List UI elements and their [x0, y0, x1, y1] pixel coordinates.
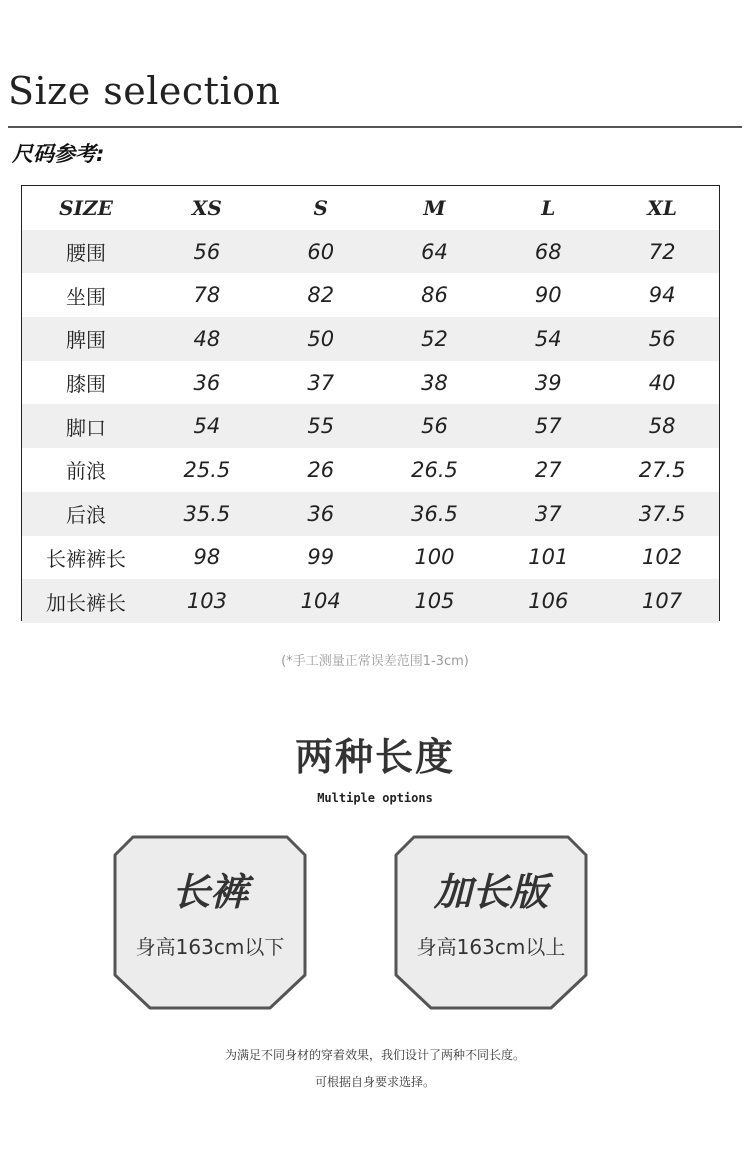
- table-cell: 94: [648, 283, 676, 308]
- option-badge-regular: [113, 835, 307, 1010]
- table-cell: 78: [193, 283, 221, 308]
- page-title: Size selection: [8, 69, 281, 113]
- size-reference-label: 尺码参考:: [12, 142, 105, 166]
- table-cell: 40: [648, 370, 676, 395]
- table-cell: 35.5: [150, 492, 264, 536]
- row-label: 膝围: [66, 372, 106, 397]
- size-table-header-row: [22, 186, 719, 230]
- table-cell: 100: [414, 545, 455, 570]
- options-heading: 两种长度: [294, 735, 455, 779]
- table-cell: 37: [491, 492, 605, 536]
- table-cell: 98: [193, 545, 221, 570]
- table-cell: 36.5: [378, 492, 492, 536]
- table-cell: 56: [378, 404, 492, 448]
- row-label: 脾围: [22, 317, 150, 361]
- row-label: 前浪: [66, 459, 106, 484]
- table-cell: 38: [421, 370, 448, 395]
- table-row: [22, 448, 719, 492]
- title-divider: [8, 126, 742, 128]
- header-cell-size: SIZE: [59, 195, 113, 220]
- header-cell-xs: XS: [191, 195, 222, 220]
- measurement-note: (*手工测量正常误差范围1-3cm): [281, 654, 469, 669]
- badge-shape: [394, 835, 588, 1010]
- option-title-regular: 长裤: [171, 870, 248, 914]
- table-cell: 90: [534, 283, 562, 308]
- table-row: [22, 273, 719, 317]
- table-row: [22, 361, 719, 405]
- table-cell: 27.5: [638, 457, 686, 482]
- table-cell: 26.5: [411, 457, 458, 482]
- footer-line-1: 为满足不同身材的穿着效果，我们设计了两种不同长度。: [224, 1048, 525, 1062]
- table-row: [22, 492, 719, 536]
- table-row: [22, 230, 719, 274]
- badge-shape: [113, 835, 307, 1010]
- table-cell: 39: [534, 370, 562, 395]
- table-cell: 54: [491, 317, 605, 361]
- table-cell: 86: [421, 283, 448, 308]
- table-cell: 106: [491, 579, 605, 623]
- table-cell: 99: [307, 545, 335, 570]
- option-badge-long: [394, 835, 588, 1010]
- table-cell: 55: [264, 404, 378, 448]
- row-label: 后浪: [22, 492, 150, 536]
- table-row: [22, 317, 719, 361]
- table-cell: 107: [605, 579, 719, 623]
- table-cell: 57: [491, 404, 605, 448]
- table-cell: 103: [150, 579, 264, 623]
- table-cell: 48: [150, 317, 264, 361]
- table-cell: 37.5: [605, 492, 719, 536]
- table-cell: 25.5: [183, 457, 231, 482]
- table-row: [22, 404, 719, 448]
- row-label: 腰围: [22, 230, 150, 274]
- option-subtitle-long: 身高163cm以上: [416, 935, 566, 959]
- table-cell: 102: [642, 545, 683, 570]
- table-cell: 36: [193, 370, 221, 395]
- options-subheading: Multiple options: [317, 791, 433, 805]
- table-cell: 68: [491, 230, 605, 274]
- size-table: [22, 186, 719, 623]
- table-cell: 56: [605, 317, 719, 361]
- option-subtitle-regular: 身高163cm以下: [135, 935, 285, 959]
- size-table-container: [21, 185, 720, 621]
- table-cell: 101: [528, 545, 569, 570]
- table-cell: 54: [150, 404, 264, 448]
- header-cell-s: S: [313, 195, 328, 220]
- table-cell: 36: [264, 492, 378, 536]
- table-cell: 37: [307, 370, 335, 395]
- row-label: 长裤裤长: [46, 546, 126, 571]
- row-label: 脚口: [22, 404, 150, 448]
- table-cell: 82: [307, 283, 335, 308]
- header-cell-l: L: [541, 195, 556, 220]
- table-row: [22, 536, 719, 580]
- header-cell-xl: XL: [647, 195, 677, 220]
- table-cell: 72: [605, 230, 719, 274]
- table-cell: 56: [150, 230, 264, 274]
- row-label: 坐围: [66, 284, 106, 309]
- table-cell: 60: [264, 230, 378, 274]
- table-cell: 104: [264, 579, 378, 623]
- footer-line-2: 可根据自身要求选择。: [314, 1075, 435, 1089]
- table-cell: 26: [307, 457, 335, 482]
- table-cell: 27: [534, 457, 562, 482]
- table-cell: 58: [605, 404, 719, 448]
- table-cell: 105: [378, 579, 492, 623]
- row-label: 加长裤长: [22, 579, 150, 623]
- table-row: [22, 579, 719, 623]
- option-title-long: 加长版: [433, 870, 548, 914]
- table-cell: 50: [264, 317, 378, 361]
- table-cell: 64: [378, 230, 492, 274]
- table-cell: 52: [378, 317, 492, 361]
- header-cell-m: M: [423, 195, 446, 220]
